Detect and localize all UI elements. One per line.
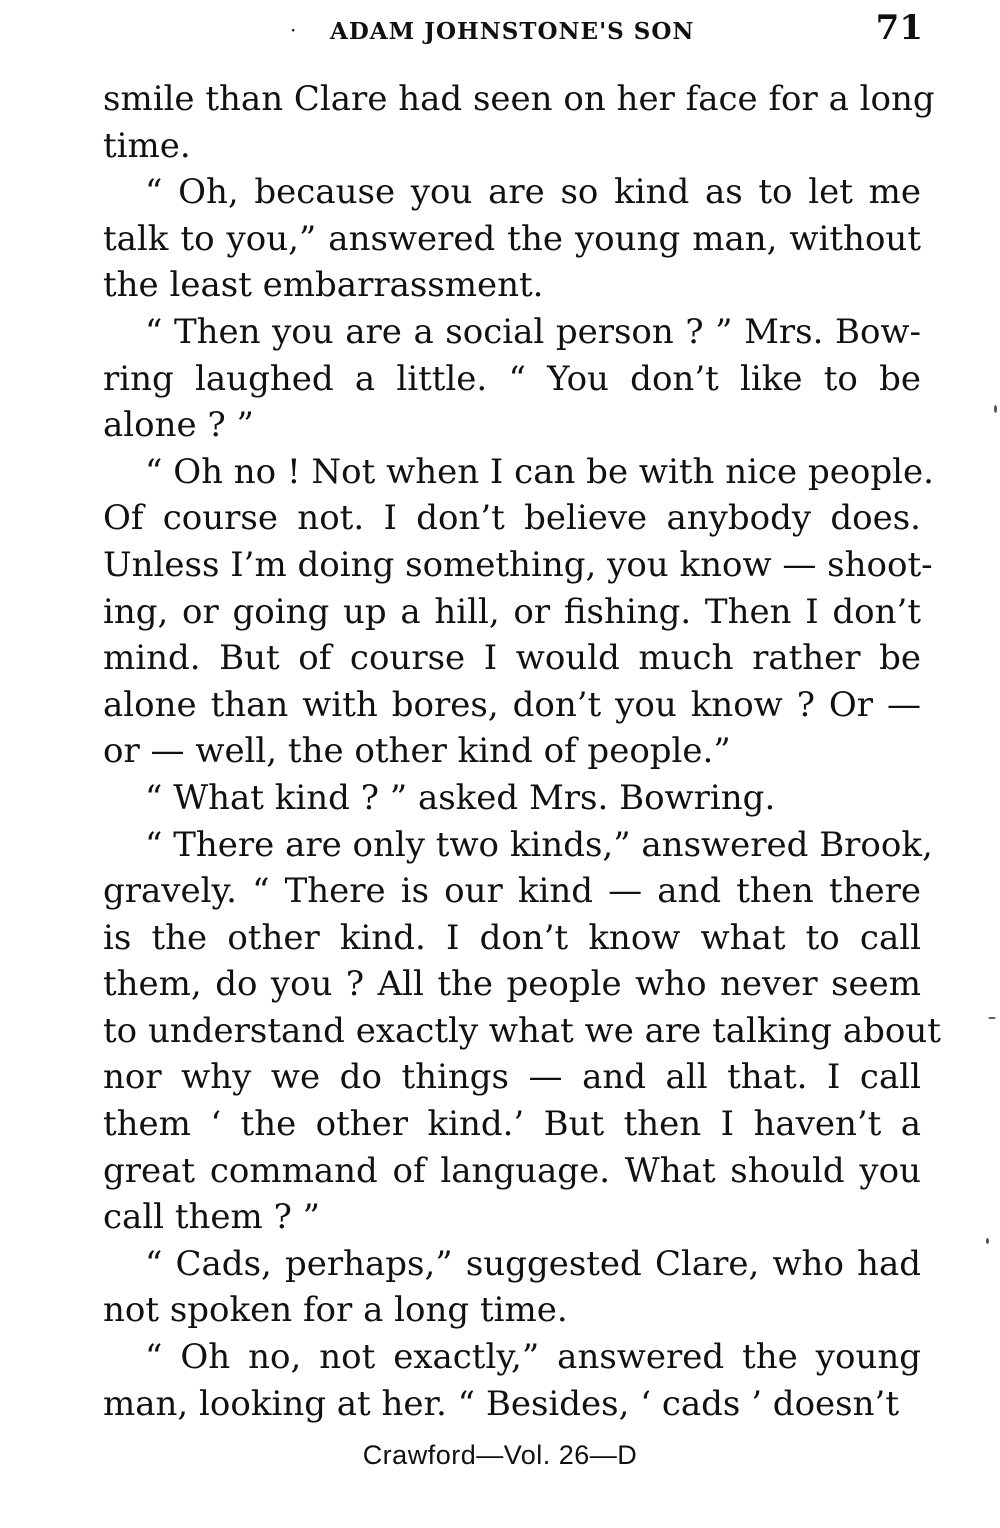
text-line: call them ? ”	[103, 1197, 321, 1238]
page-number: 71	[875, 8, 923, 48]
text-line: them ‘ the other kind.’ But then I haven’t a	[103, 1104, 921, 1145]
paragraph	[103, 76, 935, 169]
text-line: not spoken for a long time.	[103, 1290, 568, 1331]
text-line: great command of language. What should you	[103, 1150, 921, 1191]
paragraph	[103, 309, 921, 449]
text-line: “ Oh no ! Not when I can be with nice people.	[145, 451, 934, 492]
text-line: “ Cads, perhaps,” suggested Clare, who had	[145, 1243, 921, 1284]
ornament-dot: ·	[290, 18, 297, 42]
text-line: man, looking at her. “ Besides, ‘ cads ’ doesn’t	[103, 1383, 899, 1424]
text-line: alone than with bores, don’t you know ? Or —	[103, 684, 921, 725]
text-line: to understand exactly what we are talking about	[103, 1010, 941, 1051]
body-text	[103, 76, 941, 1427]
text-line: or — well, the other kind of people.”	[103, 731, 731, 772]
paragraph	[103, 1334, 921, 1427]
text-line: them, do you ? All the people who never seem	[103, 964, 921, 1005]
text-line: alone ? ”	[103, 405, 254, 446]
text-line: “ Oh no, not exactly,” answered the young	[145, 1337, 921, 1378]
text-line: talk to you,” answered the young man, without	[103, 218, 921, 259]
scan-speck	[988, 1017, 996, 1019]
text-line: mind. But of course I would much rather be	[103, 638, 921, 679]
text-line: Unless I’m doing something, you know — shoot-	[103, 544, 933, 585]
text-line: is the other kind. I don’t know what to call	[103, 917, 921, 958]
running-title: ADAM JOHNSTONE'S SON	[330, 18, 695, 45]
paragraph	[103, 822, 941, 1241]
text-line: “ What kind ? ” asked Mrs. Bowring.	[145, 777, 776, 818]
text-line: “ There are only two kinds,” answered Brook,	[145, 824, 933, 865]
text-line: Of course not. I don’t believe anybody does.	[103, 498, 921, 539]
text-line: smile than Clare had seen on her face for a long	[103, 79, 935, 119]
text-line: “ Oh, because you are so kind as to let me	[145, 172, 921, 213]
text-line: time.	[103, 125, 191, 166]
text-line: gravely. “ There is our kind — and then there	[103, 871, 921, 912]
text-line: ing, or going up a hill, or fishing. Then I don’t	[103, 591, 921, 632]
running-head	[100, 6, 925, 46]
scan-speck	[986, 1238, 989, 1244]
text-line: “ Then you are a social person ? ” Mrs. Bow-	[145, 311, 921, 352]
text-line: the least embarrassment.	[103, 265, 544, 306]
paragraph	[103, 449, 934, 775]
signature-line: Crawford—Vol. 26—D	[362, 1440, 638, 1470]
text-line: nor why we do things — and all that. I call	[103, 1057, 921, 1098]
paragraph	[103, 169, 921, 309]
scan-speck	[994, 405, 997, 413]
paragraph	[103, 1241, 921, 1334]
paragraph	[103, 775, 921, 822]
text-line: ring laughed a little. “ You don’t like to be	[103, 358, 921, 399]
